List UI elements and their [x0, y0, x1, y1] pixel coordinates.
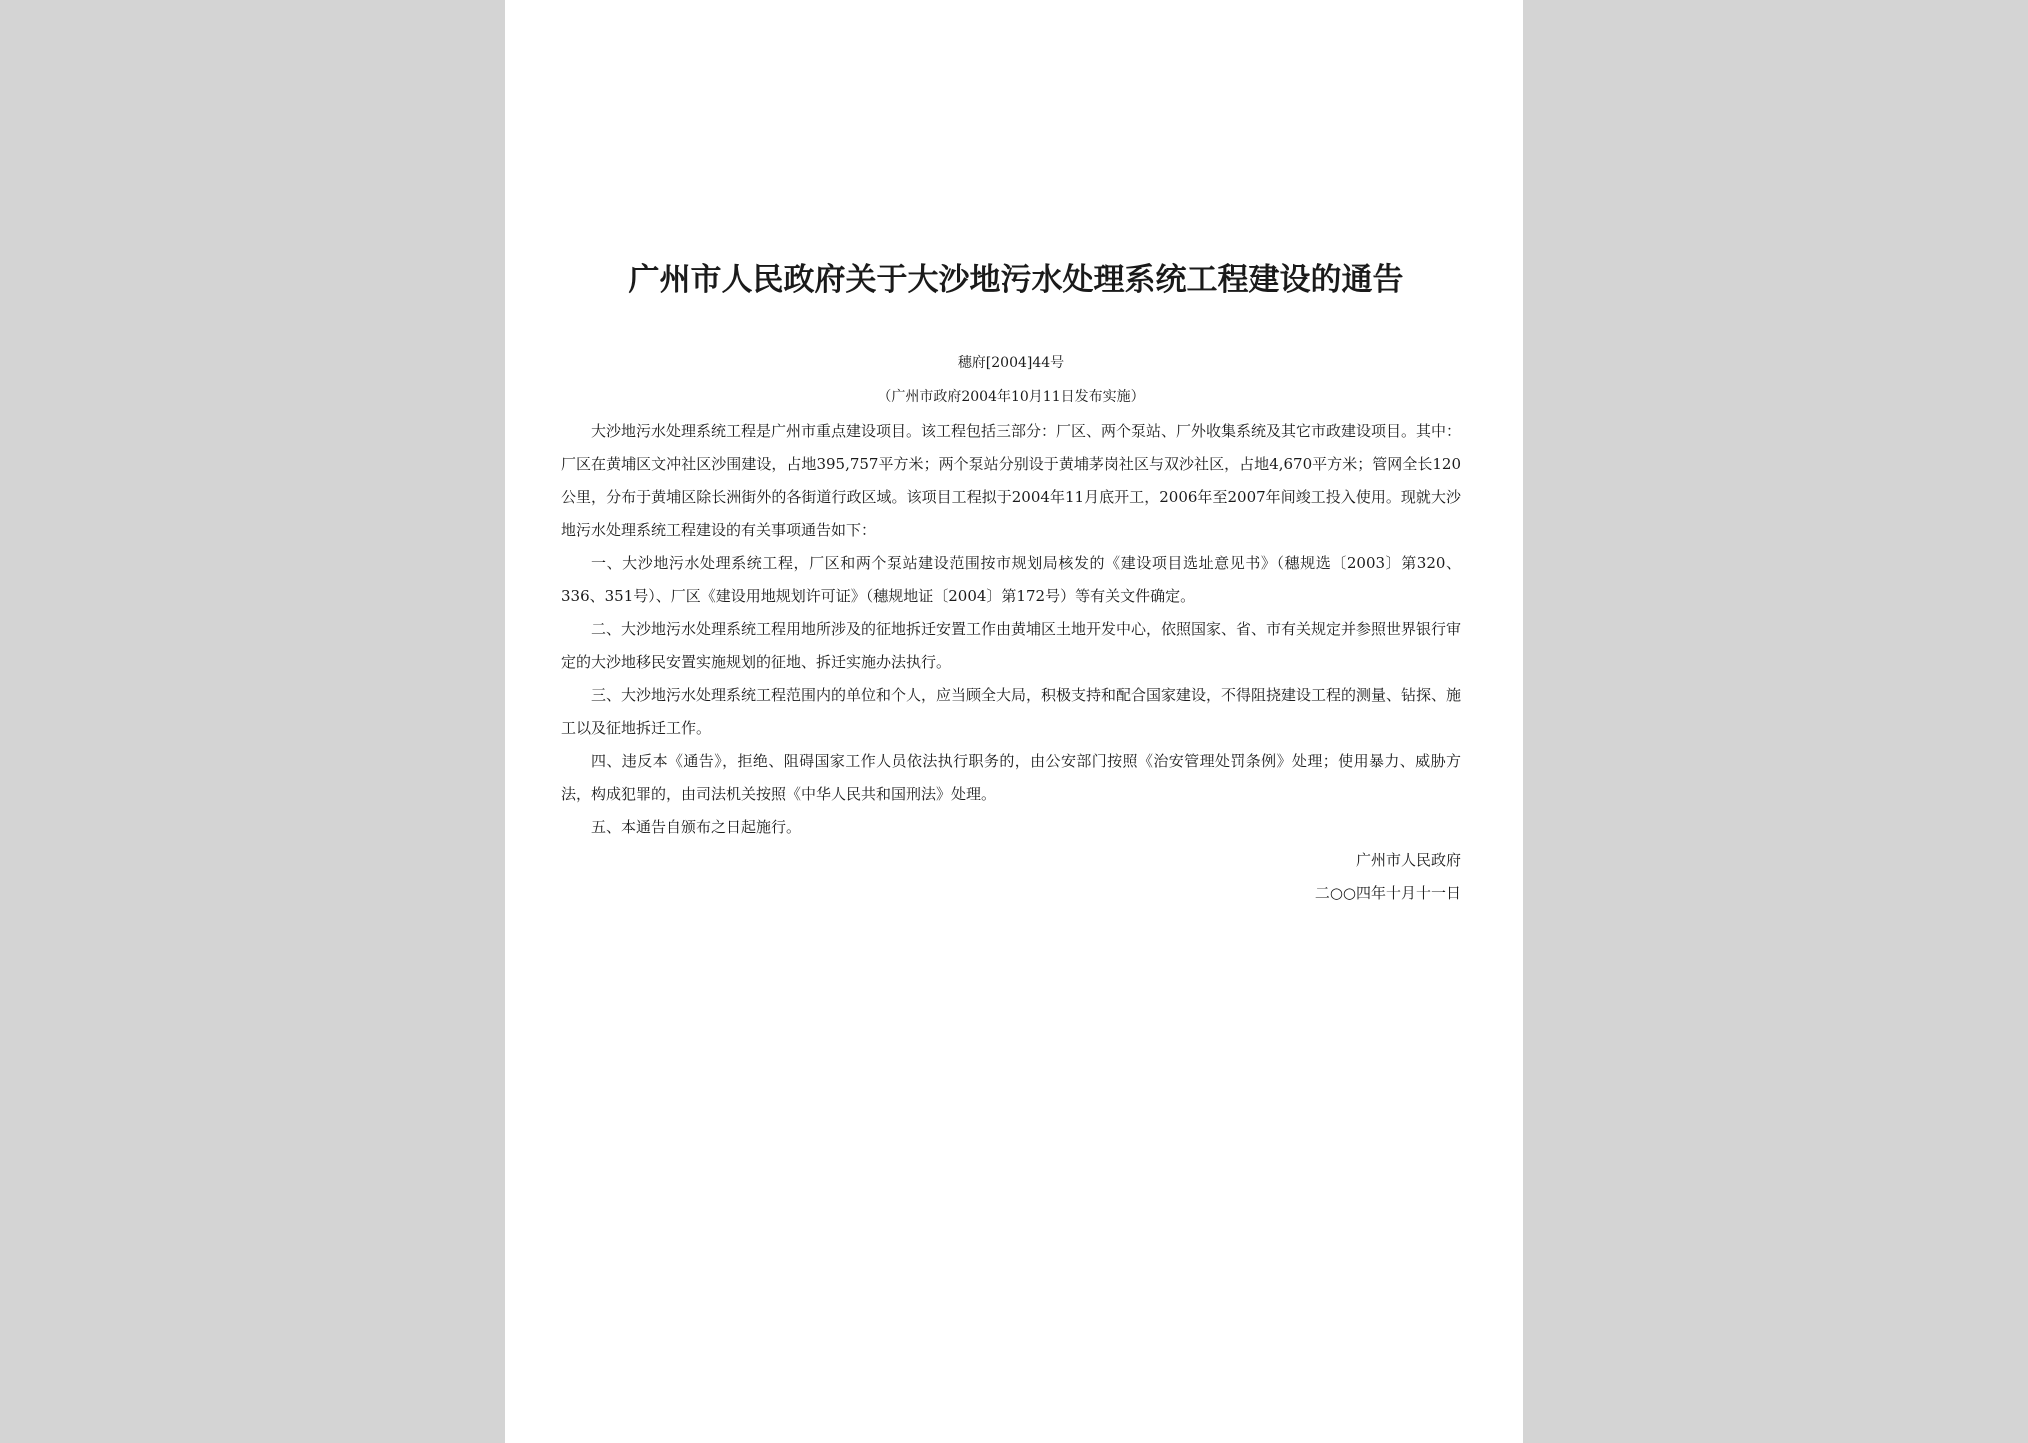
paragraph-intro: 大沙地污水处理系统工程是广州市重点建设项目。该工程包括三部分：厂区、两个泵站、厂外收集系统及其它市政建设项目。其中：厂区在黄埔区文冲社区沙围建设，占地395,757平方米；两个泵站分别设于黄埔茅岗社区与双沙社区，占地4,670平方米；管网全长120公里，分布于黄埔区除长洲街外的各街道行政区域。该项目工程拟于2004年11月底开工，2006年至2007年间竣工投入使用。现就大沙地污水处理系统工程建设的有关事项通告如下： — [561, 422, 1462, 539]
paragraph-item-2: 二、大沙地污水处理系统工程用地所涉及的征地拆迁安置工作由黄埔区土地开发中心，依照国家、省、市有关规定并参照世界银行审定的大沙地移民安置实施规划的征地、拆迁实施办法执行。 — [561, 620, 1462, 671]
signature-issuer: 广州市人民政府 — [1355, 851, 1461, 869]
document-number: 穗府[2004]44号 — [957, 355, 1065, 371]
paragraph-item-5: 五、本通告自颁布之日起施行。 — [591, 818, 802, 836]
paragraph-item-3: 三、大沙地污水处理系统工程范围内的单位和个人，应当顾全大局，积极支持和配合国家建设，不得阻挠建设工程的测量、钻探、施工以及征地拆迁工作。 — [561, 686, 1462, 737]
signature-date: 二○○四年十月十一日 — [1314, 884, 1461, 902]
paragraph-item-1: 一、大沙地污水处理系统工程，厂区和两个泵站建设范围按市规划局核发的《建设项目选址意见书》（穗规选〔2003〕第320、336、351号）、厂区《建设用地规划许可证》（穗规地证〔2004〕第172号）等有关文件确定。 — [561, 554, 1461, 605]
issue-note: （广州市政府2004年10月11日发布实施） — [877, 389, 1145, 405]
signature-block — [561, 844, 1461, 910]
document-page — [505, 0, 1523, 1443]
document-title: 广州市人民政府关于大沙地污水处理系统工程建设的通告 — [628, 262, 1404, 298]
paragraph-item-4: 四、违反本《通告》，拒绝、阻碍国家工作人员依法执行职务的，由公安部门按照《治安管理处罚条例》处理；使用暴力、威胁方法，构成犯罪的，由司法机关按照《中华人民共和国刑法》处理。 — [561, 752, 1461, 803]
document-body — [561, 415, 1461, 844]
